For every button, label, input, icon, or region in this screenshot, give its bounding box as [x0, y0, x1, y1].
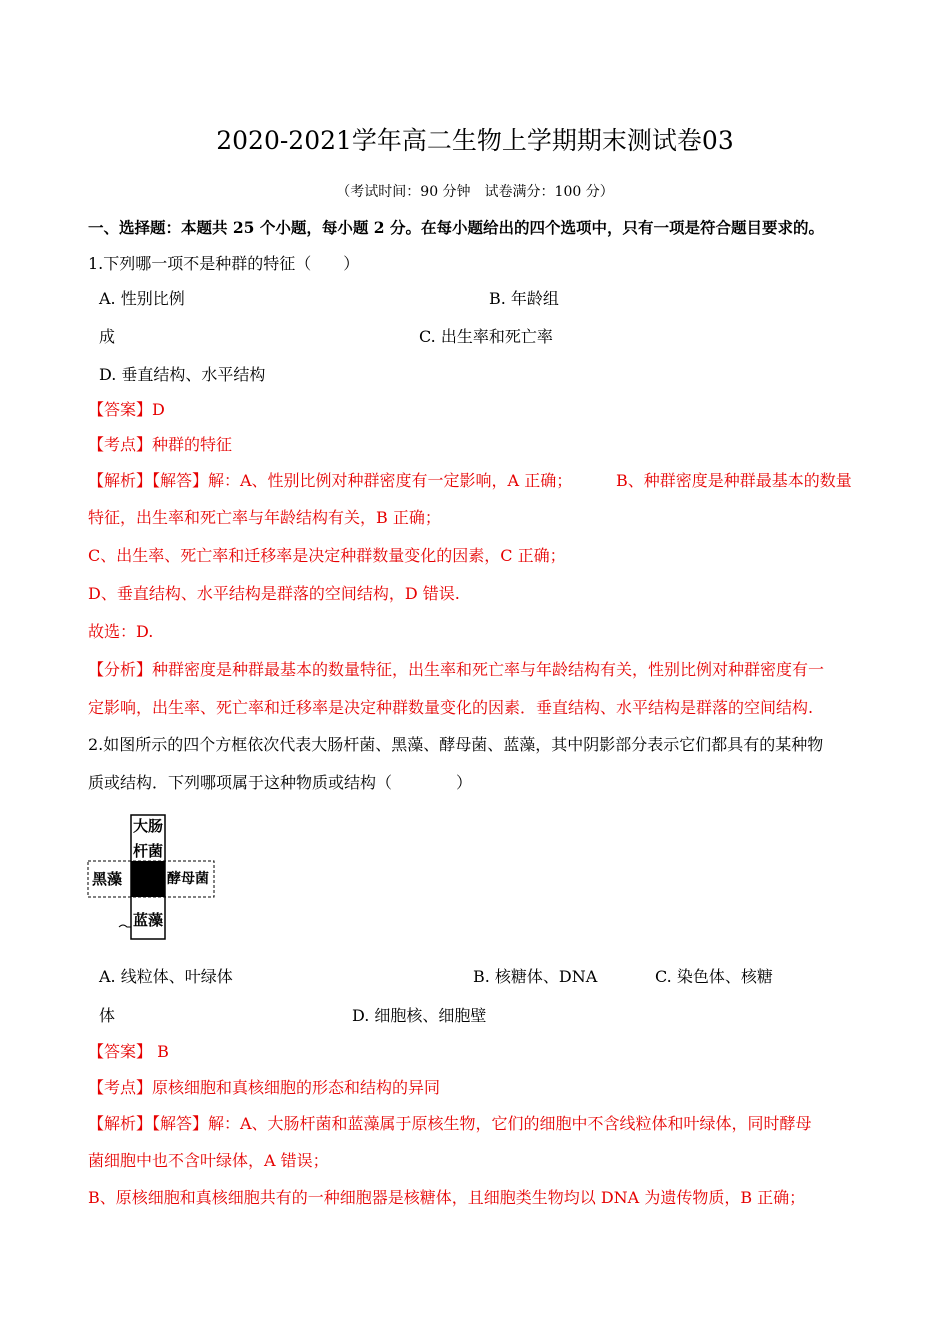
- fig-label-top-1: 大肠: [133, 817, 164, 835]
- q1-stem: 1.下列哪一项不是种群的特征（ ）: [88, 254, 360, 273]
- q1-option-a: A. 性别比例: [99, 289, 185, 308]
- exam-subtitle: （考试时间：90 分钟 试卷满分：100 分）: [336, 184, 614, 200]
- q1-jiexi-line4: D、垂直结构、水平结构是群落的空间结构，D 错误.: [88, 584, 460, 603]
- q2-option-b: B. 核糖体、DNA: [473, 967, 598, 986]
- q1-jiexi-line5: 故选：D.: [88, 622, 154, 641]
- q1-jiexi-line3: C、出生率、死亡率和迁移率是决定种群数量变化的因素，C 正确；: [88, 546, 566, 565]
- q1-jiexi-line1a: 【解析】【解答】解：A、性别比例对种群密度有一定影响，A 正确；: [88, 471, 573, 490]
- q2-answer: 【答案】 B: [88, 1042, 169, 1061]
- q2-kaodian: 【考点】原核细胞和真核细胞的形态和结构的异同: [88, 1078, 441, 1097]
- scribble-mark: [119, 925, 131, 927]
- q1-option-d: D. 垂直结构、水平结构: [99, 365, 266, 384]
- fig-label-bottom: 蓝藻: [133, 911, 164, 929]
- q1-fenxi-line2: 定影响，出生率、死亡率和迁移率是决定种群数量变化的因素．垂直结构、水平结构是群落的空间结构.: [88, 698, 814, 717]
- shaded-overlap: [131, 861, 165, 897]
- q2-figure: [84, 812, 220, 944]
- q2-option-a: A. 线粒体、叶绿体: [99, 967, 233, 986]
- exam-title: 2020-2021学年高二生物上学期期末测试卷03: [216, 126, 734, 155]
- q2-jiexi-line2: 菌细胞中也不含叶绿体，A 错误；: [88, 1151, 329, 1170]
- section-heading: 一、选择题：本题共 25 个小题，每小题 2 分。在每小题给出的四个选项中，只有一项是符合题目要求的。: [88, 218, 824, 237]
- fig-label-right: 酵母菌: [167, 871, 209, 887]
- fig-label-left: 黑藻: [92, 870, 123, 888]
- q1-jiexi-line1b: B、种群密度是种群最基本的数量: [616, 471, 852, 490]
- q1-option-b-cont: 成: [99, 327, 116, 346]
- q1-option-b: B. 年龄组: [489, 289, 559, 308]
- q2-jiexi-line1: 【解析】【解答】解：A、大肠杆菌和蓝藻属于原核生物，它们的细胞中不含线粒体和叶绿体，同时酵母: [88, 1114, 812, 1133]
- q2-stem-line1: 2.如图所示的四个方框依次代表大肠杆菌、黑藻、酵母菌、蓝藻，其中阴影部分表示它们都具有的某种物: [88, 735, 824, 754]
- q1-jiexi-line2: 特征，出生率和死亡率与年龄结构有关，B 正确；: [88, 508, 441, 527]
- q1-option-c: C. 出生率和死亡率: [419, 327, 553, 346]
- fig-label-top-2: 杆菌: [133, 842, 164, 860]
- q2-option-d: D. 细胞核、细胞壁: [352, 1006, 487, 1025]
- q2-jiexi-line3: B、原核细胞和真核细胞共有的一种细胞器是核糖体，且细胞类生物均以 DNA 为遗传物质，B 正确；: [88, 1188, 806, 1207]
- q2-option-c-cont: 体: [99, 1006, 116, 1025]
- q1-kaodian: 【考点】种群的特征: [88, 435, 233, 454]
- q1-fenxi-line1: 【分析】种群密度是种群最基本的数量特征，出生率和死亡率与年龄结构有关，性别比例对种群密度有一: [88, 660, 825, 679]
- q2-option-c: C. 染色体、核糖: [655, 967, 773, 986]
- q2-stem-line2: 质或结构．下列哪项属于这种物质或结构（ ）: [88, 773, 473, 792]
- q1-answer: 【答案】D: [88, 400, 165, 419]
